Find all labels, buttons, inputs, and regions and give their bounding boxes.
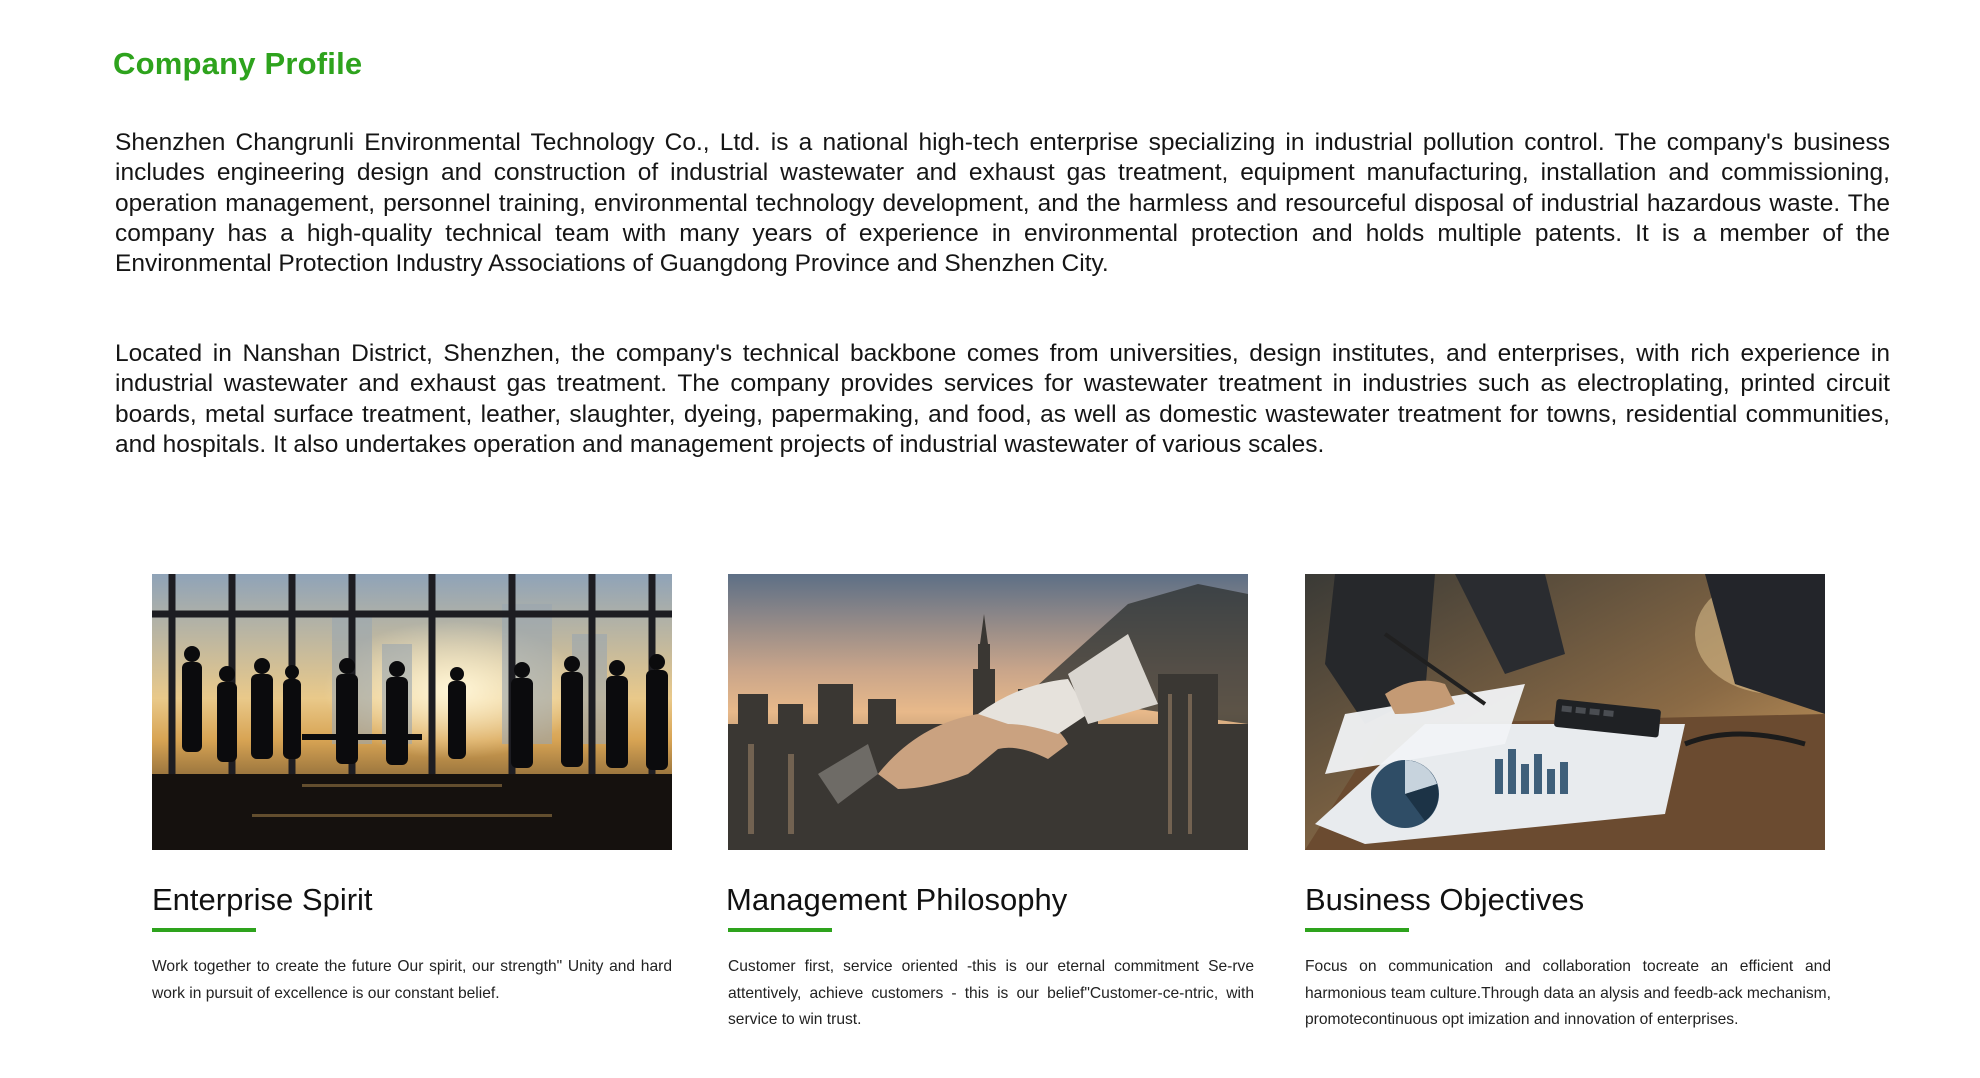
card-title: Enterprise Spirit (152, 882, 373, 917)
title-underline (728, 928, 832, 932)
card-description: Focus on communication and collaboration tocreate an efficient and harmonious team culture.Through data an alysis and feedb-ack mechanism, promotecontinuous opt imization and innovation of enterprises. (1305, 958, 1831, 1029)
card-title: Business Objectives (1305, 882, 1585, 917)
handshake-city-image (728, 574, 1248, 850)
intro-paragraph-2: Located in Nanshan District, Shenzhen, the company's technical backbone comes from universities, design institutes, and enterprises, with rich experience in industrial wastewater and exhaust gas treatment. The company provides services for wastewater treatment in industries such as electroplating, printed circuit boards, metal surface treatment, leather, slaughter, dyeing, papermaking, and food, as well as domestic wastewater treatment for towns, residential communities, and hospitals. It also undertakes operation and management projects of industrial wastewater of various scales. (115, 340, 1890, 458)
page-title: Company Profile (113, 46, 363, 81)
title-underline (152, 928, 256, 932)
card-business-objectives (1305, 574, 1831, 1034)
business-report-desk-image (1305, 574, 1825, 850)
title-underline (1305, 928, 1409, 932)
card-management-philosophy (726, 574, 1254, 1034)
intro-paragraph-1: Shenzhen Changrunli Environmental Technology Co., Ltd. is a national high-tech enterprise specializing in industrial pollution control. The company's business includes engineering design and construction of industrial wastewater and exhaust gas treatment, equipment manufacturing, installation and commissioning, operation management, personnel training, environmental technology development, and the harmless and resourceful disposal of industrial hazardous waste. The company has a high-quality technical team with many years of experience in environmental protection and holds multiple patents. It is a member of the Environmental Protection Industry Associations of Guangdong Province and Shenzhen City. (115, 129, 1890, 278)
card-description: Work together to create the future Our spirit, our strength" Unity and hard work in pursuit of excellence is our constant belief. (152, 958, 672, 1002)
card-description: Customer first, service oriented -this is our eternal commitment Se-rve attentively, achieve customers - this is our belief"Customer-ce-ntric, with service to win trust. (728, 958, 1254, 1029)
business-team-silhouette-image (152, 574, 672, 850)
card-enterprise-spirit (152, 574, 672, 1007)
card-title: Management Philosophy (726, 882, 1068, 917)
